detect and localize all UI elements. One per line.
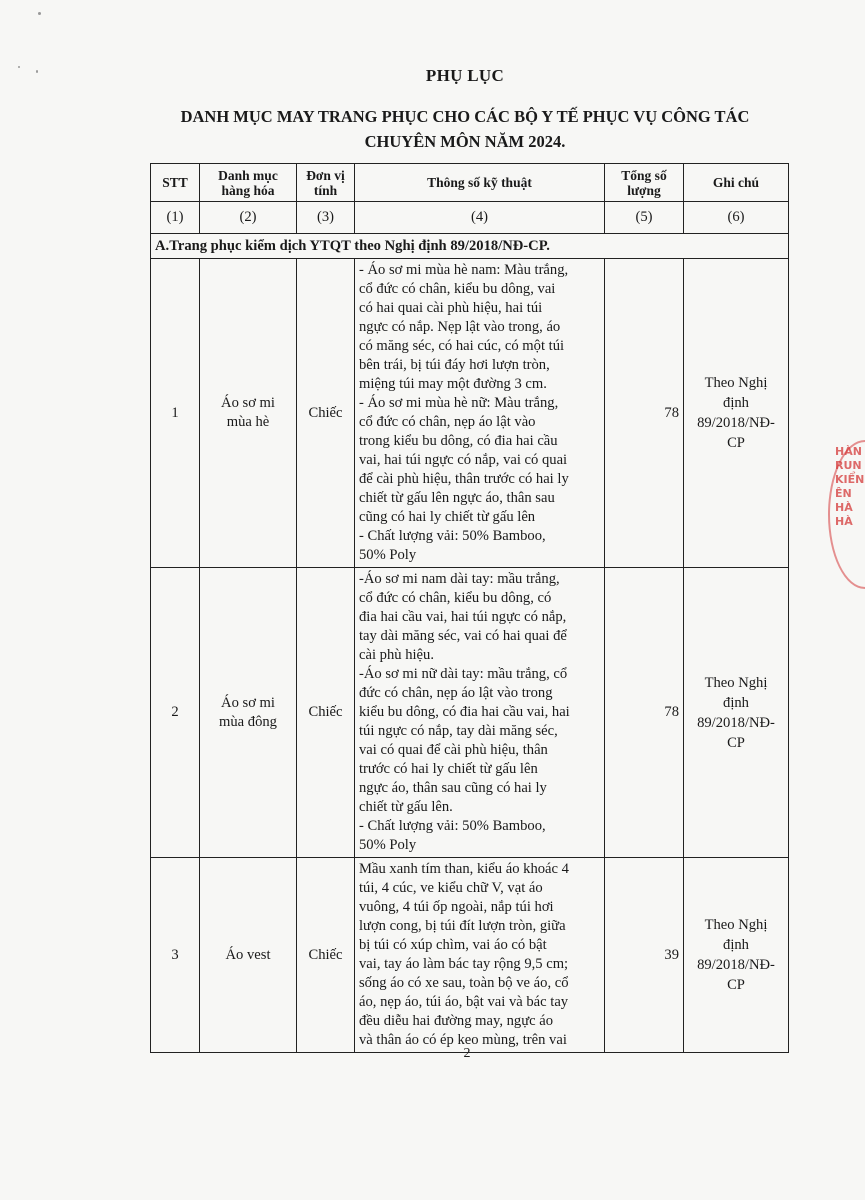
seal-stamp-text xyxy=(835,445,865,585)
spec-line: 50% Poly xyxy=(359,837,417,853)
spec-line: 50% Poly xyxy=(359,547,417,563)
header-note: Ghi chú xyxy=(684,164,789,202)
row-note xyxy=(684,568,789,858)
stamp-text-line: KIỂN xyxy=(835,473,865,486)
row-spec xyxy=(355,568,605,858)
spec-line: để cài phù hiệu, thân trước có hai ly xyxy=(359,471,569,487)
note-line: định xyxy=(723,395,749,411)
header-qty-line-1: Tổng số xyxy=(621,167,667,183)
stamp-text-line: HÀ xyxy=(835,515,853,528)
spec-line: -Áo sơ mi nam dài tay: mầu trắng, xyxy=(359,571,560,587)
spec-line: trong kiểu bu dông, có đia hai cầu xyxy=(359,433,558,449)
header-item-line-1: Danh mục xyxy=(218,167,278,183)
spec-line: vuông, 4 túi ốp ngoài, nắp túi hơi xyxy=(359,899,554,915)
row-unit: Chiếc xyxy=(297,259,355,568)
item-name-line-1: Áo sơ mi xyxy=(221,395,275,411)
spec-line: cổ đức có chân, nẹp áo lật vào xyxy=(359,414,536,430)
stamp-text-line: HÀN xyxy=(835,445,862,458)
spec-line: -Áo sơ mi nữ dài tay: mầu trắng, cổ xyxy=(359,666,568,682)
spec-line: - Áo sơ mi mùa hè nam: Màu trắng, xyxy=(359,262,569,278)
spec-line: cài phù hiệu. xyxy=(359,647,434,663)
spec-line: túi ngực có nắp, tay dài măng séc, xyxy=(359,723,558,739)
spec-line: đều diễu hai đường may, ngực áo xyxy=(359,1013,554,1029)
header-item-line-2: hàng hóa xyxy=(221,182,275,198)
row-quantity: 78 xyxy=(605,259,684,568)
row-quantity: 39 xyxy=(605,858,684,1053)
spec-line: kiểu bu dông, có đia hai cầu vai, hai xyxy=(359,704,570,720)
index-cell: (1) xyxy=(151,202,200,234)
note-line: CP xyxy=(727,734,745,751)
table-row xyxy=(151,858,789,1053)
document-subtitle xyxy=(140,104,790,154)
note-line: CP xyxy=(727,977,745,993)
subtitle-line-1: DANH MỤC MAY TRANG PHỤC CHO CÁC BỘ Y TẾ PHỤC VỤ CÔNG TÁC xyxy=(180,107,750,126)
item-name-line-2: mùa đông xyxy=(219,713,277,730)
subtitle-line-2: CHUYÊN MÔN NĂM 2024. xyxy=(364,132,566,151)
index-cell: (3) xyxy=(297,202,355,234)
spec-line: lượn cong, bị túi đít lượn tròn, giữa xyxy=(359,918,566,934)
row-item-name xyxy=(200,858,297,1053)
spec-line: - Chất lượng vải: 50% Bamboo, xyxy=(359,528,546,544)
item-name-line-1: Áo vest xyxy=(225,946,271,963)
row-note xyxy=(684,858,789,1053)
row-quantity: 78 xyxy=(605,568,684,858)
header-item xyxy=(200,164,297,202)
section-a-row xyxy=(151,234,789,259)
table-row xyxy=(151,568,789,858)
section-a-heading: A.Trang phục kiểm dịch YTQT theo Nghị định 89/2018/NĐ-CP. xyxy=(151,234,789,259)
spec-line: chiết từ gấu lên. xyxy=(359,799,453,815)
row-unit: Chiếc xyxy=(297,568,355,858)
spec-line: chiết từ gấu lên ngực áo, thân sau xyxy=(359,490,555,506)
spec-line: có hai quai cài phù hiệu, hai túi xyxy=(359,300,543,316)
spec-line: vai, tay áo làm bác tay rộng 9,5 cm; xyxy=(359,956,569,972)
note-line: Theo Nghị xyxy=(704,674,768,691)
spec-line: và thân áo có ép keo mùng, trên vai xyxy=(359,1032,567,1048)
row-stt: 1 xyxy=(151,259,200,568)
index-cell: (5) xyxy=(605,202,684,234)
spec-line: áo, nẹp áo, túi áo, bật vai và bác tay xyxy=(359,994,569,1010)
spec-line: túi, 4 cúc, ve kiểu chữ V, vạt áo xyxy=(359,880,543,896)
table-row xyxy=(151,259,789,568)
row-unit: Chiếc xyxy=(297,858,355,1053)
stamp-text-line: ÊN xyxy=(835,487,852,500)
note-line: Theo Nghị xyxy=(704,917,768,933)
spec-line: đức có chân, nẹp áo lật vào trong xyxy=(359,685,553,701)
header-qty-line-2: lượng xyxy=(627,182,661,198)
table-header-row xyxy=(151,164,789,202)
row-stt: 2 xyxy=(151,568,200,858)
spec-line: cổ đức có chân, kiểu bu dông, vai xyxy=(359,281,556,297)
page-number: 2 xyxy=(463,1046,471,1061)
header-unit-line-1: Đơn vị xyxy=(306,167,345,183)
spec-line: có măng séc, có hai cúc, có một túi xyxy=(359,338,565,354)
note-line: định xyxy=(723,694,749,711)
spec-line: bị túi có xúp chìm, vai áo có bật xyxy=(359,937,547,953)
note-line: định xyxy=(723,937,749,953)
row-spec xyxy=(355,858,605,1053)
spec-line: cổ đức có chân, kiểu bu dông, có xyxy=(359,590,552,606)
spec-line: tay dài măng séc, vai có hai quai để xyxy=(359,628,567,644)
specification-table xyxy=(150,163,789,1053)
spec-line: - Chất lượng vải: 50% Bamboo, xyxy=(359,818,546,834)
spec-line: - Áo sơ mi mùa hè nữ: Màu trắng, xyxy=(359,395,559,411)
index-cell: (4) xyxy=(355,202,605,234)
note-line: 89/2018/NĐ- xyxy=(697,714,775,731)
row-item-name xyxy=(200,568,297,858)
header-unit-line-2: tính xyxy=(313,182,338,198)
spec-line: trước có hai ly chiết từ gấu lên xyxy=(359,761,538,777)
note-line: 89/2018/NĐ- xyxy=(697,957,775,973)
row-item-name xyxy=(200,259,297,568)
index-cell: (6) xyxy=(684,202,789,234)
stamp-text-line: HÀ xyxy=(835,501,853,514)
spec-line: Mầu xanh tím than, kiểu áo khoác 4 xyxy=(359,861,569,877)
spec-line: cũng có hai ly chiết từ gấu lên xyxy=(359,509,536,525)
row-stt: 3 xyxy=(151,858,200,1053)
header-unit xyxy=(297,164,355,202)
spec-line: miệng túi may một đường 3 cm. xyxy=(359,376,547,392)
spec-line: vai, hai túi ngực có nắp, vai có quai xyxy=(359,452,568,468)
row-spec xyxy=(355,259,605,568)
spec-line: ngực có nắp. Nẹp lật vào trong, áo xyxy=(359,319,561,335)
spec-line: đia hai cầu vai, hai túi ngực có nắp, xyxy=(359,609,567,625)
header-stt: STT xyxy=(151,164,200,202)
item-name-line-1: Áo sơ mi xyxy=(221,694,275,711)
note-line: Theo Nghị xyxy=(704,375,768,391)
item-name-line-2: mùa hè xyxy=(226,414,270,430)
spec-line: sống áo có xe sau, toàn bộ ve áo, cổ xyxy=(359,975,569,991)
header-spec: Thông số kỹ thuật xyxy=(355,164,605,202)
note-line: CP xyxy=(727,435,745,451)
column-index-row xyxy=(151,202,789,234)
appendix-title: PHỤ LỤC xyxy=(425,66,505,85)
spec-line: bên trái, bị túi đáy hơi lượn tròn, xyxy=(359,357,550,373)
stamp-text-line: RUN xyxy=(835,459,862,472)
index-cell: (2) xyxy=(200,202,297,234)
spec-line: vai có quai để cài phù hiệu, thân xyxy=(359,742,548,758)
header-quantity xyxy=(605,164,684,202)
note-line: 89/2018/NĐ- xyxy=(697,415,775,431)
spec-line: ngực áo, thân sau cũng có hai ly xyxy=(359,780,547,796)
row-note xyxy=(684,259,789,568)
scan-speck xyxy=(38,12,41,15)
